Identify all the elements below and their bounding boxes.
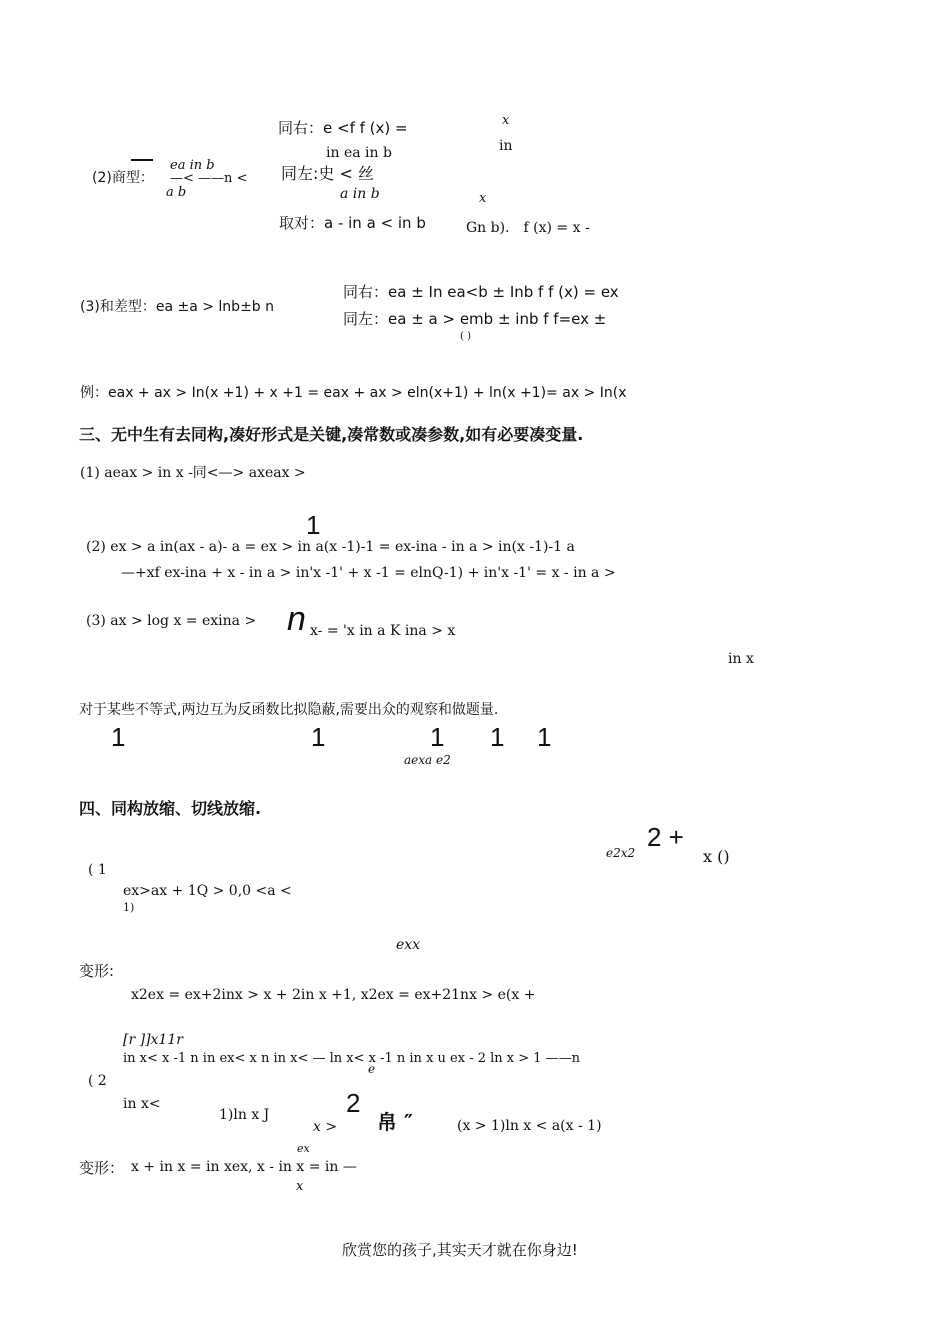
section3-note: 对于某些不等式,两边互为反函数比拟隐蔽,需要出众的观察和做题量. [79,702,499,718]
block1-r6b: Gn b)． f (x) = x - [466,220,590,236]
section3-one-c: 1 [430,722,445,752]
section4-bianxing1: 变形: [79,962,115,980]
section4-r2: in x< x -1 n in ex< x n in x< — ln x< x -1 n in x u ex - 2 ln x > 1 ——n [123,1051,581,1066]
section3-one-e: 1 [537,722,552,752]
section4-bianxing2x: x [296,1179,304,1194]
section4-item2c: 1)ln x J [219,1107,270,1123]
section3-item3b: x- = 'x in a K ina > x [310,623,456,639]
section3-one-a: 1 [111,722,126,752]
section4-item2-two: 2 [346,1088,361,1118]
section3-item2-one: 1 [306,510,321,540]
block1-r5x: x [479,191,487,206]
section4-bianxing1b: x2ex = ex+2inx > x + 2in x +1, x2ex = ex+21nx > e(x + [131,987,536,1003]
section3-aexa: aexa e2 [404,753,451,767]
block2-r1: 同右：ea ± In ea<b ± Inb f f (x) = ex [343,283,619,301]
example-line: 例：eax + ax > In(x +1) + x +1 = eax + ax > eln(x+1) + ln(x +1)= ax > In(x [80,385,627,401]
block1-r6: 取对：a - in a < in b [279,214,426,232]
block2-label: (3)和差型：ea ±a > lnb±b n [80,299,275,315]
section4-ex: ex [297,1142,310,1155]
section3-item1: (1) aeax > in x -同<—> axeax > [80,465,306,481]
block1-r1-in: in [499,138,513,154]
block1-r4: a in b [340,186,380,202]
block1-r1-x: x [502,113,510,128]
section3-item3c: in x [728,651,754,667]
block1-label: (2)商型： [92,170,154,186]
block2-r2: 同左：ea ± a > emb ± inb f f=ex ± [343,310,607,328]
overbar [131,159,153,161]
section4-item2d: (x > 1)ln x < a(x - 1) [457,1118,602,1134]
section3-heading: 三、无中生有去同构,凑好形式是关键,凑常数或凑参数,如有必要凑变量. [79,425,584,444]
section4-item2x: x > [313,1119,338,1135]
section4-bianxing2b: x + in x = in xex, x - in x = in — [131,1159,357,1175]
block1-r2: in ea in b [326,145,392,161]
section4-rhs2: 2 + [647,822,684,852]
section4-bianxing2: 变形： [79,1159,125,1177]
block1-frac-den: a b [166,185,187,200]
block1-r1: 同右：e <f f (x) = [278,119,408,137]
section4-exx: exx [396,937,421,953]
section4-rhs: e2x2 [606,846,636,860]
section4-r2e: e [368,1062,376,1076]
section4-item2p: 帛 ″ [377,1110,413,1134]
section3-item3: (3) ax > log x = exina > [86,613,257,629]
block2-r2b: ( ) [460,331,471,342]
section4-item1c: 1) [123,901,135,914]
section3-one-d: 1 [490,722,505,752]
section4-item2: ( 2 [88,1073,107,1089]
block1-frac-num: ea in b [170,158,215,173]
block1-r3: 同左:史 < 丝 [281,164,374,183]
section4-item1b: ex>ax + 1Q > 0,0 <a < [123,883,292,899]
section4-heading: 四、同构放缩、切线放缩. [79,799,262,818]
section4-item1: ( 1 [88,862,107,878]
section3-item3-n: n [287,600,306,638]
section3-one-b: 1 [311,722,326,752]
section4-r1: [r ]]x11r [123,1032,183,1048]
section4-item2b: in x< [123,1096,161,1112]
section3-item2b: —+xf ex-ina + x - in a > in'x -1' + x -1 = elnQ-1) + in'x -1' = x - in a > [121,565,616,581]
block1-op: —< ——n < [170,171,248,186]
section4-rhs3: x () [703,847,730,866]
section3-item2: (2) ex > a in(ax - a)- a = ex > in a(x -1)-1 = ex-ina - in a > in(x -1)-1 a [86,539,575,555]
footer-slogan: 欣赏您的孩子,其实天才就在你身边! [342,1241,578,1259]
